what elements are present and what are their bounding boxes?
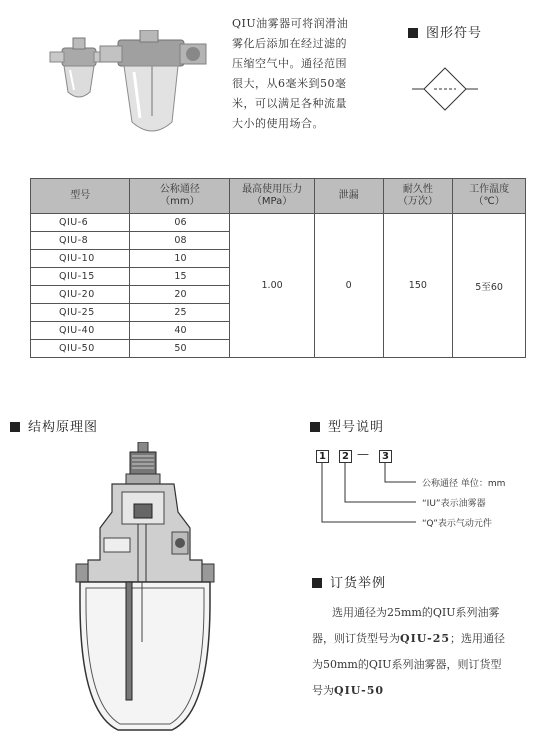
- leak-cell: 0: [314, 214, 383, 358]
- order-paragraph: 选用通径为25mm的QIU系列油雾器，则订货型号为QIU-25；选用通径为50mm的QIU系列油雾器，则订货型号为QIU-50: [312, 606, 505, 697]
- model-desc-title: 型号说明: [310, 416, 384, 435]
- structure-diagram: [60, 442, 230, 736]
- model-label-2: “IU”表示油雾器: [422, 499, 486, 509]
- table-row: QIU-40 40: [31, 322, 526, 340]
- spec-table: [30, 178, 526, 358]
- durability-cell: 150: [383, 214, 453, 358]
- header-pressure: 最高使用压力 （MPa）: [230, 179, 314, 214]
- structure-title: 结构原理图: [10, 416, 98, 435]
- table-row: QIU-8 08: [31, 232, 526, 250]
- intro-paragraph: QIU油雾器可将润滑油雾化后添加在经过滤的压缩空气中。通径范围很大，从6毫米到50毫米，可以满足各种流量大小的使用场合。: [232, 17, 349, 130]
- square-bullet-icon: [310, 422, 320, 432]
- header-temp: 工作温度 （℃）: [453, 179, 526, 214]
- table-row: QIU-20 20: [31, 286, 526, 304]
- symbol-title: 图形符号: [408, 22, 482, 41]
- square-bullet-icon: [408, 28, 418, 38]
- square-bullet-icon: [312, 578, 322, 588]
- model-leader-lines: [316, 462, 436, 528]
- table-row: QIU-50 50: [31, 340, 526, 358]
- table-row: QIU-15 15: [31, 268, 526, 286]
- model-label-3: 公称通径 单位：mm: [422, 479, 506, 489]
- model-box-2: 2: [339, 450, 352, 463]
- order-text: [312, 600, 512, 704]
- table-row: QIU-6 06 1.00 0 150 5至60: [31, 214, 526, 232]
- header-model: 型号: [31, 179, 130, 214]
- table-row: QIU-25 25: [31, 304, 526, 322]
- order-title: 订货举例: [312, 572, 386, 591]
- model-box-1: 1: [316, 450, 329, 463]
- temp-cell: 5至60: [453, 214, 526, 358]
- header-leak: 泄漏: [314, 179, 383, 214]
- model-dash: —: [357, 447, 369, 461]
- header-dn: 公称通径 （mm）: [130, 179, 230, 214]
- pressure-cell: 1.00: [230, 214, 314, 358]
- header-durability: 耐久性 （万次）: [383, 179, 453, 214]
- table-row: QIU-10 10: [31, 250, 526, 268]
- lubricator-symbol: [412, 64, 478, 114]
- intro-text: [232, 14, 357, 134]
- model-box-3: 3: [379, 450, 392, 463]
- product-photo: [40, 30, 220, 140]
- table-header-row: [31, 179, 526, 214]
- model-label-1: “Q”表示气动元件: [422, 519, 492, 529]
- square-bullet-icon: [10, 422, 20, 432]
